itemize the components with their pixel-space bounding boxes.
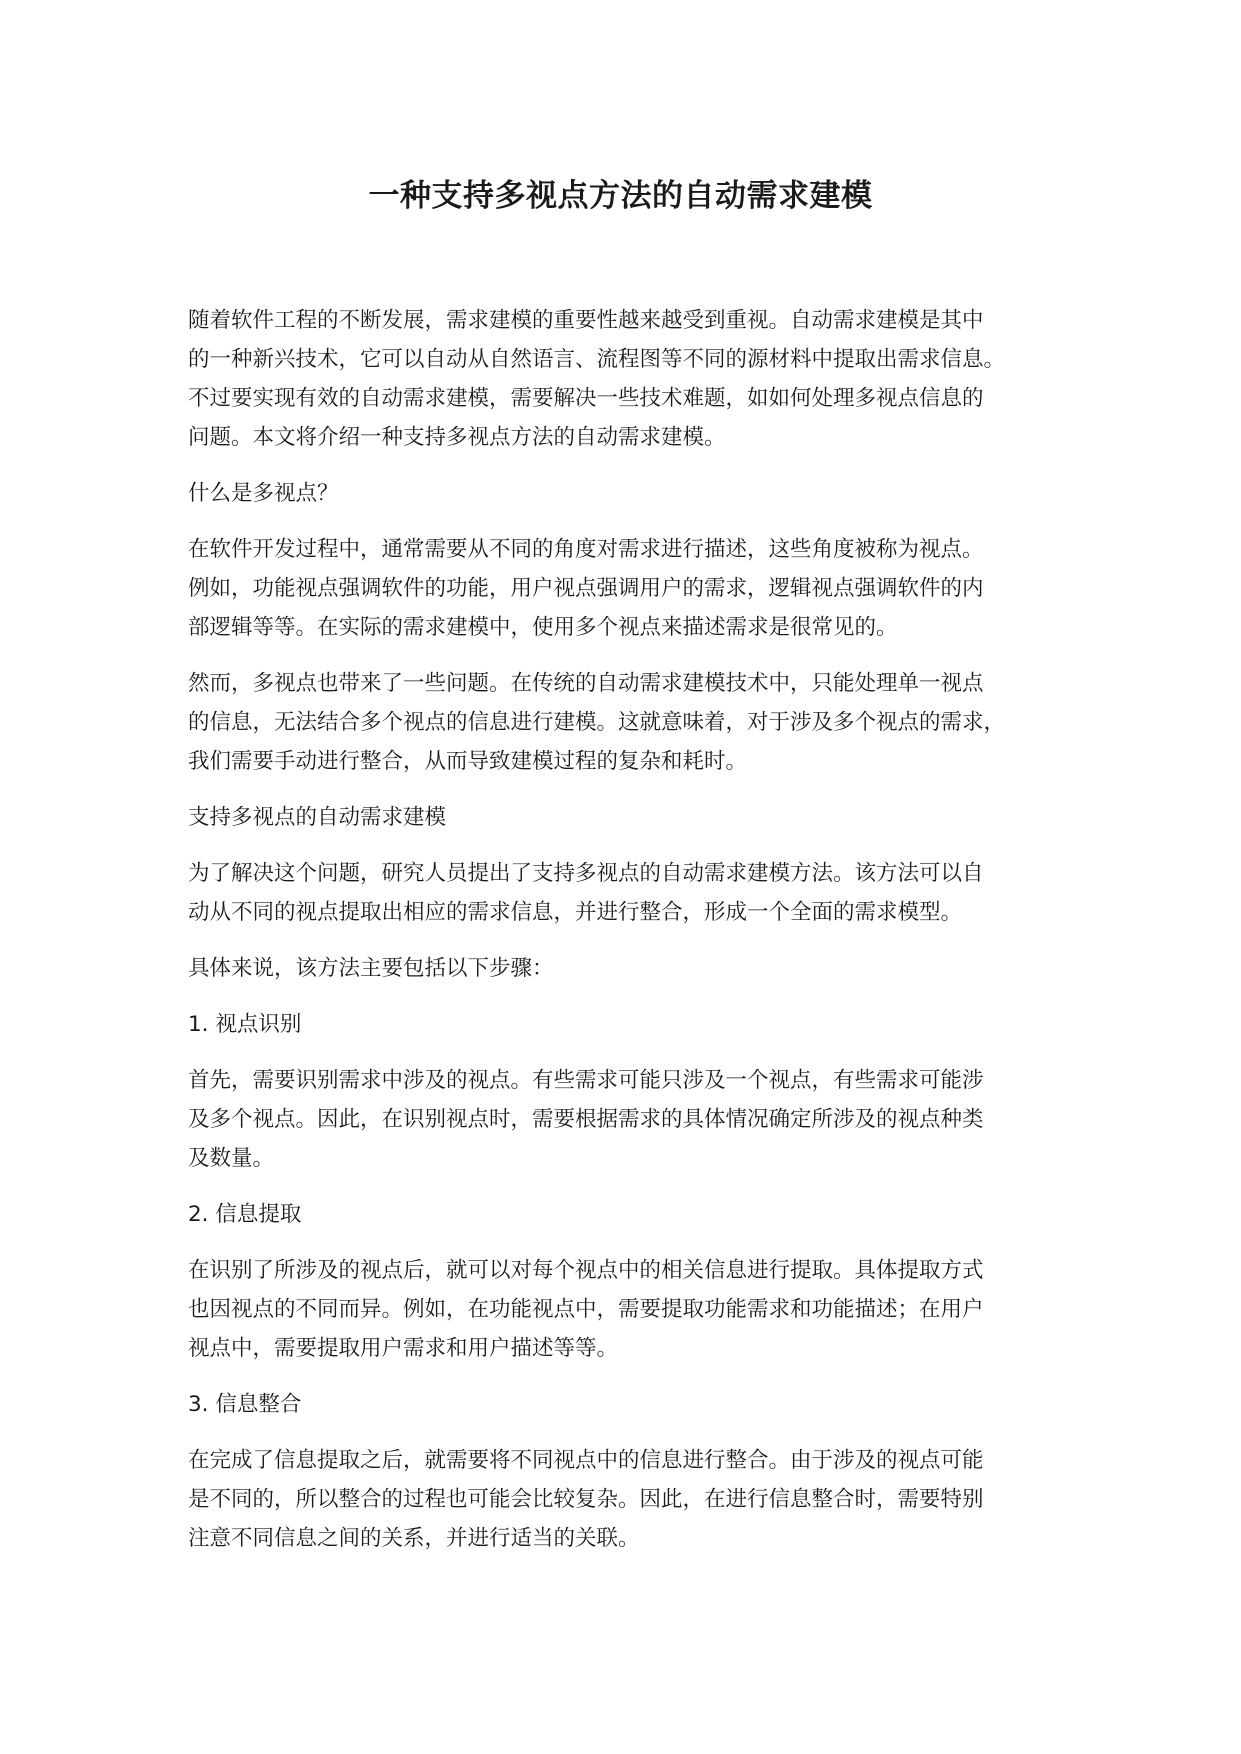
text-line: 2. 信息提取 — [188, 1202, 302, 1227]
paragraph — [188, 301, 1074, 457]
text-line: 什么是多视点？ — [188, 481, 339, 506]
document-body — [188, 284, 1074, 1558]
paragraph — [188, 854, 1074, 932]
text-line: 首先，需要识别需求中涉及的视点。有些需求可能只涉及一个视点，有些需求可能涉 — [188, 1068, 984, 1093]
text-line: 视点中，需要提取用户需求和用户描述等等。 — [188, 1336, 619, 1361]
paragraph — [188, 530, 1074, 647]
text-line: 的信息，无法结合多个视点的信息进行建模。这就意味着，对于涉及多个视点的需求， — [188, 710, 1006, 735]
text-line: 例如，功能视点强调软件的功能，用户视点强调用户的需求，逻辑视点强调软件的内 — [188, 576, 984, 601]
paragraph — [188, 1061, 1074, 1178]
text-line: 注意不同信息之间的关系，并进行适当的关联。 — [188, 1526, 640, 1551]
document-title: 一种支持多视点方法的自动需求建模 — [368, 178, 873, 214]
section-heading — [188, 1005, 1074, 1044]
text-line: 为了解决这个问题，研究人员提出了支持多视点的自动需求建模方法。该方法可以自 — [188, 861, 984, 886]
text-line: 在识别了所涉及的视点后，就可以对每个视点中的相关信息进行提取。具体提取方式 — [188, 1258, 984, 1283]
section-heading — [188, 1385, 1074, 1424]
text-line: 1. 视点识别 — [188, 1012, 302, 1037]
text-line: 及数量。 — [188, 1146, 275, 1171]
text-line: 具体来说，该方法主要包括以下步骤： — [188, 956, 554, 981]
text-line: 然而，多视点也带来了一些问题。在传统的自动需求建模技术中，只能处理单一视点 — [188, 671, 984, 696]
text-line: 我们需要手动进行整合，从而导致建模过程的复杂和耗时。 — [188, 749, 748, 774]
paragraph — [188, 1441, 1074, 1558]
paragraph — [188, 949, 1074, 988]
text-line: 是不同的，所以整合的过程也可能会比较复杂。因此，在进行信息整合时，需要特别 — [188, 1487, 984, 1512]
paragraph — [188, 664, 1074, 781]
text-line: 动从不同的视点提取出相应的需求信息，并进行整合，形成一个全面的需求模型。 — [188, 900, 963, 925]
text-line: 部逻辑等等。在实际的需求建模中，使用多个视点来描述需求是很常见的。 — [188, 615, 898, 640]
text-line: 的一种新兴技术，它可以自动从自然语言、流程图等不同的源材料中提取出需求信息。 — [188, 347, 1006, 372]
section-heading — [188, 1195, 1074, 1234]
text-line: 不过要实现有效的自动需求建模，需要解决一些技术难题，如如何处理多视点信息的 — [188, 386, 984, 411]
text-line: 支持多视点的自动需求建模 — [188, 805, 447, 830]
paragraph — [188, 1251, 1074, 1368]
text-line: 在软件开发过程中，通常需要从不同的角度对需求进行描述，这些角度被称为视点。 — [188, 537, 984, 562]
text-line: 也因视点的不同而异。例如，在功能视点中，需要提取功能需求和功能描述；在用户 — [188, 1297, 984, 1322]
section-heading — [188, 474, 1074, 513]
text-line: 在完成了信息提取之后，就需要将不同视点中的信息进行整合。由于涉及的视点可能 — [188, 1448, 984, 1473]
text-line: 问题。本文将介绍一种支持多视点方法的自动需求建模。 — [188, 425, 726, 450]
text-line: 3. 信息整合 — [188, 1392, 302, 1417]
section-heading — [188, 798, 1074, 837]
text-line: 随着软件工程的不断发展，需求建模的重要性越来越受到重视。自动需求建模是其中 — [188, 308, 984, 333]
text-line: 及多个视点。因此，在识别视点时，需要根据需求的具体情况确定所涉及的视点种类 — [188, 1107, 984, 1132]
